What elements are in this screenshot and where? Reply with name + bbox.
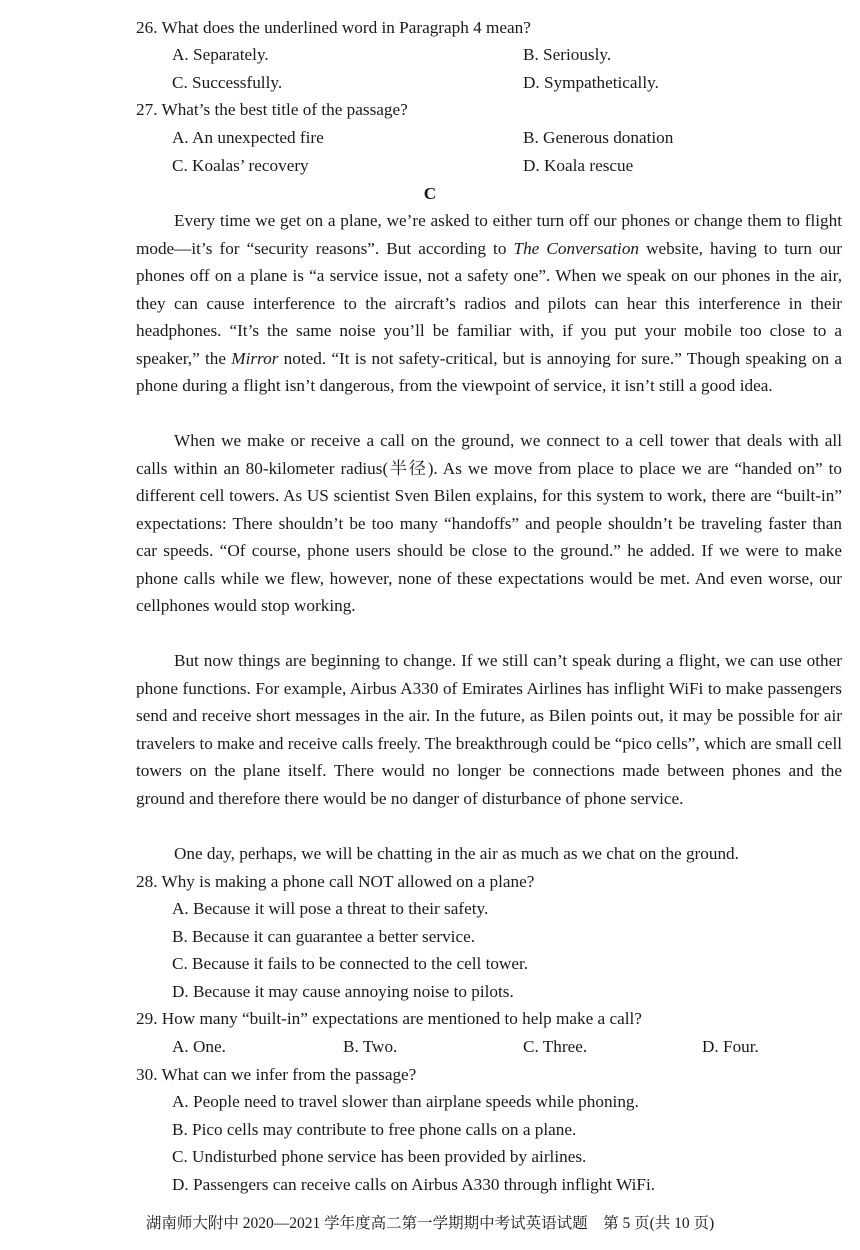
question-28-option-d: D. Because it may cause annoying noise to pilots.	[172, 982, 514, 1001]
question-26-option-d: D. Sympathetically.	[523, 73, 659, 92]
question-27-option-c: C. Koalas’ recovery	[172, 156, 309, 175]
passage-paragraph-1: Every time we get on a plane, we’re asked to either turn off our phones or change them to flight mode—it’s for “security reasons”. But according to The Conversation website, having to turn our phones off on a plane is “a service issue, not a safety one”. When we speak on our phones in the air, they can cause interference to the aircraft’s radios and pilots can hear this interference in their headphones. “It’s the same noise you’ll be familiar with, if you put your mobile too close to a speaker,” the Mirror noted. “It is not safety-critical, but is annoying for sure.” Though speaking on a phone during a flight isn’t dangerous, from the viewpoint of service, it isn’t still a good idea.	[136, 211, 842, 395]
question-29-option-a: A. One.	[172, 1037, 226, 1056]
question-26-option-a: A. Separately.	[172, 45, 269, 64]
question-29-stem: 29. How many “built-in” expectations are mentioned to help make a call?	[136, 1009, 642, 1028]
question-30-option-a: A. People need to travel slower than airplane speeds while phoning.	[172, 1092, 639, 1111]
question-27-stem: 27. What’s the best title of the passage?	[136, 100, 408, 119]
question-28-stem: 28. Why is making a phone call NOT allowed on a plane?	[136, 872, 535, 891]
passage-paragraph-3: But now things are beginning to change. If we still can’t speak during a flight, we can use other phone functions. For example, Airbus A330 of Emirates Airlines has inflight WiFi to make passengers send and receive short messages in the air. In the future, as Bilen points out, it may be possible for air travelers to make and receive calls freely. The breakthrough could be “pico cells”, which are small cell towers on the plane itself. There would no longer be connections made between phones and the ground and therefore there would be no danger of disturbance of phone service.	[136, 651, 842, 808]
question-29-option-d: D. Four.	[702, 1037, 759, 1056]
question-26-option-b: B. Seriously.	[523, 45, 612, 64]
question-30-option-b: B. Pico cells may contribute to free phone calls on a plane.	[172, 1120, 577, 1139]
question-28-option-b: B. Because it can guarantee a better service.	[172, 927, 476, 946]
question-30-option-c: C. Undisturbed phone service has been provided by airlines.	[172, 1147, 587, 1166]
question-29-option-b: B. Two.	[343, 1037, 398, 1056]
question-30-stem: 30. What can we infer from the passage?	[136, 1065, 417, 1084]
question-26-option-c: C. Successfully.	[172, 73, 283, 92]
question-27-option-a: A. An unexpected fire	[172, 128, 324, 147]
passage-paragraph-4: One day, perhaps, we will be chatting in the air as much as we chat on the ground.	[174, 844, 739, 863]
question-27-option-d: D. Koala rescue	[523, 156, 634, 175]
question-29-option-c: C. Three.	[523, 1037, 588, 1056]
question-27-option-b: B. Generous donation	[523, 128, 674, 147]
passage-paragraph-2: When we make or receive a call on the ground, we connect to a cell tower that deals with all calls within an 80-kilometer radius(半径). As we move from place to place we are “handed on” to different cell towers. As US scientist Sven Bilen explains, for this system to work, there are “built-in” expectations: There shouldn’t be too many “handoffs” and people shouldn’t be traveling faster than car speeds. “Of course, phone users should be close to the ground.” he added. If we were to make phone calls while we flew, however, none of these expectations would be met. And even worse, our cellphones would stop working.	[136, 431, 842, 615]
question-30-option-d: D. Passengers can receive calls on Airbus A330 through inflight WiFi.	[172, 1175, 656, 1194]
question-28-option-c: C. Because it fails to be connected to the cell tower.	[172, 954, 529, 973]
section-heading: C	[423, 184, 437, 203]
question-26-stem: 26. What does the underlined word in Paragraph 4 mean?	[136, 18, 531, 37]
question-28-option-a: A. Because it will pose a threat to their safety.	[172, 899, 489, 918]
page-footer: 湖南师大附中 2020—2021 学年度高二第一学期期中考试英语试题 第 5 页(共 10 页)	[145, 1215, 715, 1232]
